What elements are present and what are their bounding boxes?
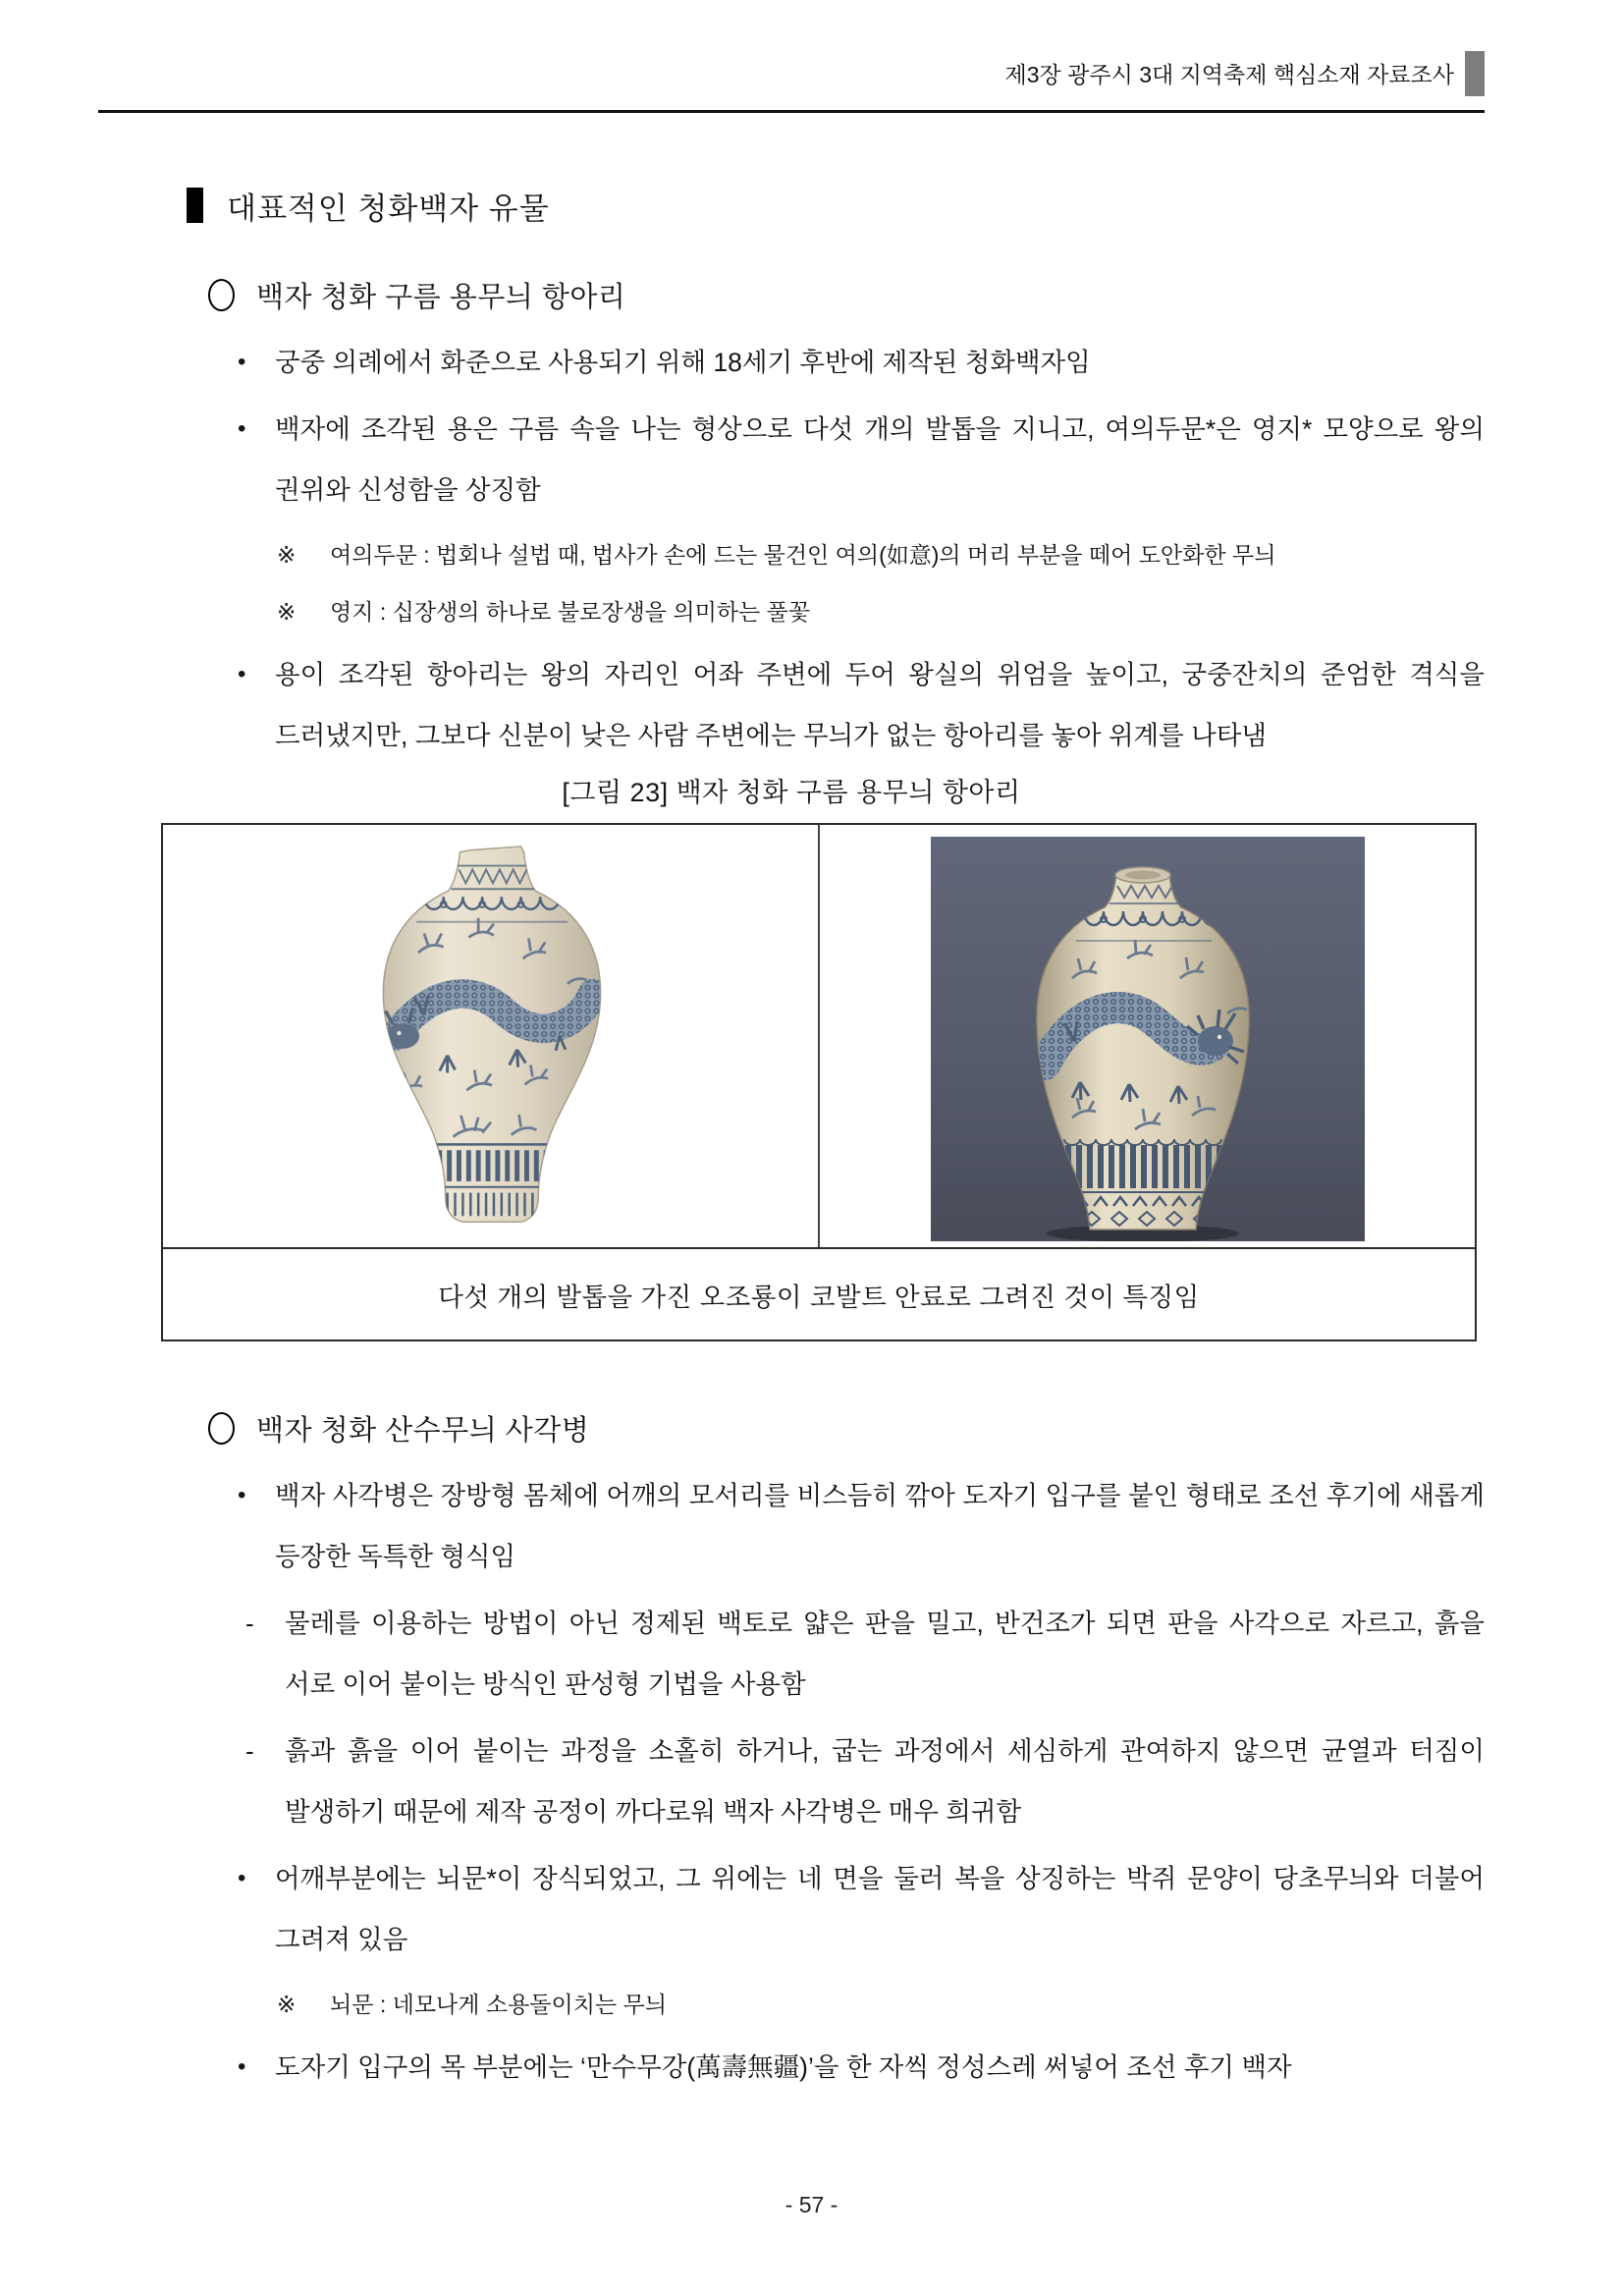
dash-icon: - <box>245 1736 254 1766</box>
dash-item <box>245 1721 1485 1842</box>
black-square-marker-icon <box>187 188 203 223</box>
bullet-text: 도자기 입구의 목 부분에는 ‘만수무강(萬壽無疆)’을 한 자씩 정성스레 써넣어 조선 후기 백자 <box>275 2052 1292 2082</box>
image-caption: 다섯 개의 발톱을 가진 오조룡이 코발트 안료로 그려진 것이 특징임 <box>163 1247 1475 1339</box>
blue-white-dragon-jar-right-image <box>986 848 1310 1241</box>
note-item <box>277 1976 1485 2033</box>
figure-image-right <box>818 825 1475 1247</box>
reference-mark-icon: ※ <box>277 542 297 568</box>
dash-text: 물레를 이용하는 방법이 아닌 정제된 백토로 얇은 판을 밀고, 반건조가 되면 판을 사각으로 자르고, 흙을 서로 이어 붙이는 방식인 판성형 기법을 사용함 <box>285 1609 1485 1699</box>
section1-heading: 백자 청화 구름 용무늬 항아리 <box>256 281 626 313</box>
bullet-item <box>238 644 1485 766</box>
figure-image-row <box>163 825 1475 1247</box>
bullet-item <box>238 1465 1485 1587</box>
bullet-item <box>238 332 1485 393</box>
bullet-text: 백자에 조각된 용은 구름 속을 나는 형상으로 다섯 개의 발톱을 지니고, 여의두문*은 영지* 모양으로 왕의 권위와 신성함을 상징함 <box>275 414 1485 505</box>
note-item <box>277 583 1485 640</box>
bullet-icon: • <box>238 661 246 687</box>
section2-heading: 백자 청화 산수무늬 사각병 <box>256 1414 590 1447</box>
bullet-icon: • <box>238 1482 246 1508</box>
bullet-icon: • <box>238 349 246 375</box>
header-rule <box>98 110 1485 113</box>
section2 <box>98 1404 1485 2098</box>
section2-heading-row <box>208 1404 1485 1451</box>
figure-caption: [그림 23] 백자 청화 구름 용무늬 항아리 <box>562 778 1021 807</box>
page-title: 대표적인 청화백자 유물 <box>227 191 550 226</box>
bullet-item <box>238 2037 1485 2098</box>
bullet-text: 궁중 의례에서 화준으로 사용되기 위해 18세기 후반에 제작된 청화백자임 <box>275 348 1091 377</box>
section1-heading-row <box>208 271 1485 318</box>
page-content <box>98 183 1485 2104</box>
note-item <box>277 526 1485 583</box>
circle-marker-icon <box>208 279 235 311</box>
bullet-icon: • <box>238 2053 246 2080</box>
bullet-icon: • <box>238 1865 246 1891</box>
reference-mark-icon: ※ <box>277 599 297 625</box>
dash-item <box>245 1593 1485 1715</box>
bullet-text: 어깨부분에는 뇌문*이 장식되었고, 그 위에는 네 면을 둘러 복을 상징하는 박쥐 문양이 당초무늬와 더불어 그려져 있음 <box>275 1864 1485 1954</box>
bullet-text: 용이 조각된 항아리는 왕의 자리인 어좌 주변에 두어 왕실의 위엄을 높이고, 궁중잔치의 준엄한 격식을 드러냈지만, 그보다 신분이 낮은 사람 주변에는 무늬가 없는 항아리를 놓아 위계를 나타냄 <box>275 660 1485 750</box>
note-text: 여의두문 : 법회나 설법 때, 법사가 손에 드는 물건인 여의(如意)의 머리 부분을 떼어 도안화한 무늬 <box>330 542 1276 568</box>
note-text: 뇌문 : 네모나게 소용돌이치는 무늬 <box>330 1992 668 2017</box>
section-title-row <box>187 183 1485 228</box>
bullet-item <box>238 399 1485 520</box>
figure-box <box>161 823 1477 1341</box>
figure-image-left <box>163 825 818 1247</box>
running-head: 제3장 광주시 3대 지역축제 핵심소재 자료조사 <box>1004 62 1454 87</box>
circle-marker-icon <box>208 1412 235 1445</box>
bullet-item <box>238 1848 1485 1970</box>
note-text: 영지 : 십장생의 하나로 불로장생을 의미하는 풀꽃 <box>330 599 811 625</box>
dash-text: 흙과 흙을 이어 붙이는 과정을 소홀히 하거나, 굽는 과정에서 세심하게 관여하지 않으면 균열과 터짐이 발생하기 때문에 제작 공정이 까다로워 백자 사각병은 매우 희귀함 <box>285 1736 1485 1827</box>
bullet-icon: • <box>238 415 246 442</box>
page-number: - 57 - <box>784 2192 839 2217</box>
blue-white-dragon-jar-left-image <box>329 837 653 1235</box>
dash-icon: - <box>245 1609 254 1638</box>
bullet-text: 백자 사각병은 장방형 몸체에 어깨의 모서리를 비스듬히 깎아 도자기 입구를 붙인 형태로 조선 후기에 새롭게 등장한 독특한 형식임 <box>275 1481 1485 1571</box>
jar-photo-background <box>931 837 1365 1241</box>
reference-mark-icon: ※ <box>277 1992 297 2017</box>
header-accent-bar-icon <box>1465 51 1485 96</box>
